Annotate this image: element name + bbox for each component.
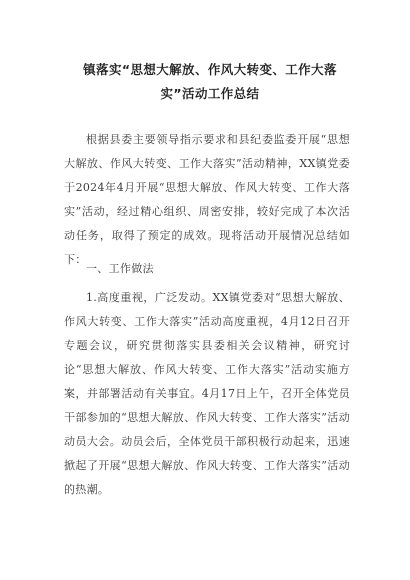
section-heading: 一、工作做法 (86, 262, 154, 275)
document-title: 镇落实“思想大解放、作风大转变、工作大落实”活动工作总结 (83, 62, 337, 101)
section-paragraph: 1.高度重视，广泛发动。XX镇党委对“思想大解放、作风大转变、工作大落实”活动高度重视，4月12日召开专题会议，研究贯彻落实县委相关会议精神，研究讨论“思想大解放、作风大转变、工作大落实”活动实施方案，并部署活动有关事宜。4月17日上午，召开全体党员干部参加的“思想大解放、作风大转变、工作大落实”活动动员大会。动员会后，全体党员干部积极行动起来，迅速掀起了开展“思想大解放、作风大转变、工作大落实”活动的热潮。 (64, 291, 350, 496)
intro-paragraph: 根据县委主要领导指示要求和县纪委监委开展“思想大解放、作风大转变、工作大落实”活动精神，XX镇党委于2024年4月开展“思想大解放、作风大转变、工作大落实”活动，经过精心组织、周密安排，较好完成了本次活动任务，取得了预定的成效。现将活动开展情况总结如下： (64, 133, 350, 266)
